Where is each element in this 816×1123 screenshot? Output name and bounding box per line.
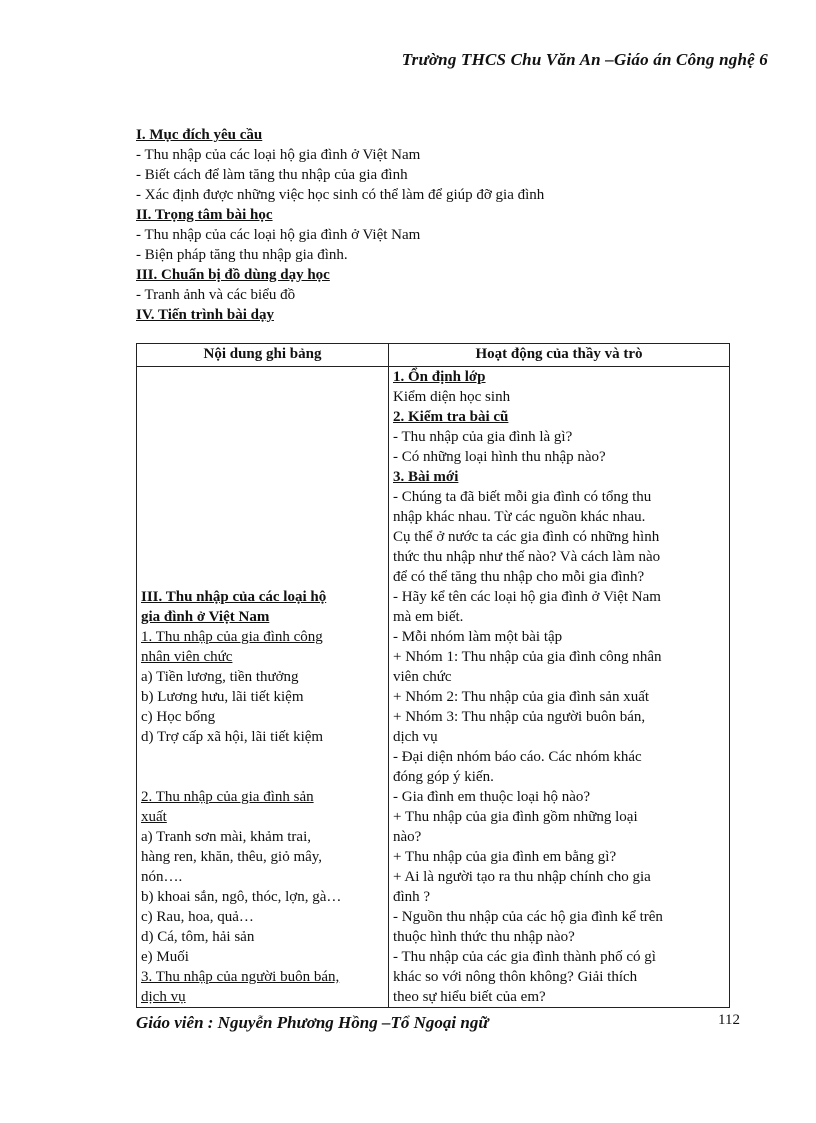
page-header: Trường THCS Chu Văn An –Giáo án Công nghệ 6: [401, 50, 768, 69]
list-item: c) Học bổng: [141, 709, 216, 725]
focus-item: - Thu nhập của các loại hộ gia đình ở Việt Nam: [136, 227, 421, 243]
materials-item: - Tranh ảnh và các biểu đồ: [136, 287, 296, 303]
activity-line: + Nhóm 3: Thu nhập của người buôn bán,: [393, 709, 646, 725]
activity-line: Cụ thể ở nước ta các gia đình có những hình: [393, 529, 660, 545]
activity-line: - Gia đình em thuộc loại hộ nào?: [393, 789, 591, 805]
header-board-content: Nội dung ghi bảng: [137, 344, 389, 367]
activity-line: - Thu nhập của gia đình là gì?: [393, 429, 573, 445]
page-number: 112: [718, 1012, 740, 1028]
list-item: e) Muối: [141, 949, 189, 965]
list-item: b) khoai sắn, ngô, thóc, lợn, gà…: [141, 889, 342, 905]
activity-line: - Nguồn thu nhập của các hộ gia đình kể trên: [393, 909, 663, 925]
topic-title: III. Thu nhập của các loại hộ: [141, 589, 327, 605]
step-3-title: 3. Bài mới: [393, 469, 459, 485]
activity-line: + Nhóm 2: Thu nhập của gia đình sản xuất: [393, 689, 650, 705]
objective-item: - Biết cách để làm tăng thu nhập của gia đình: [136, 167, 408, 183]
step-1-title: 1. Ổn định lớp: [393, 369, 486, 385]
activity-line: - Thu nhập của các gia đình thành phố có gì: [393, 949, 656, 965]
activity-line: - Mỗi nhóm làm một bài tập: [393, 629, 563, 645]
board-content-cell: [137, 367, 389, 1008]
section-title-materials: III. Chuẩn bị đồ dùng dạy học: [136, 267, 330, 283]
list-item: b) Lương hưu, lãi tiết kiệm: [141, 689, 304, 705]
focus-item: - Biện pháp tăng thu nhập gia đình.: [136, 247, 348, 263]
lesson-objectives: [136, 125, 756, 325]
activities-cell: [389, 367, 730, 1008]
list-item: d) Cá, tôm, hải sản: [141, 929, 255, 945]
objective-item: - Xác định được những việc học sinh có thể làm để giúp đỡ gia đình: [136, 187, 545, 203]
activity-line: thức thu nhập như thế nào? Và cách làm nào: [393, 549, 661, 565]
activity-line: + Nhóm 1: Thu nhập của gia đình công nhân: [393, 649, 662, 665]
activity-line: + Thu nhập của gia đình gồm những loại: [393, 809, 638, 825]
activity-line: mà em biết.: [393, 609, 464, 625]
list-item: a) Tranh sơn mài, khảm trai,: [141, 829, 311, 845]
activity-line: - Đại diện nhóm báo cáo. Các nhóm khác: [393, 749, 642, 765]
activity-line: thuộc hình thức thu nhập nào?: [393, 929, 575, 945]
activity-line: đóng góp ý kiến.: [393, 769, 494, 785]
step-2-title: 2. Kiểm tra bài cũ: [393, 409, 509, 425]
list-item: c) Rau, hoa, quả…: [141, 909, 254, 925]
section-title-procedure: IV. Tiến trình bài dạy: [136, 307, 274, 323]
subtopic-1-title-cont: nhân viên chức: [141, 649, 233, 665]
subtopic-3-title: 3. Thu nhập của người buôn bán,: [141, 969, 340, 985]
activity-line: - Có những loại hình thu nhập nào?: [393, 449, 606, 465]
lesson-table: [136, 343, 730, 1008]
activity-line: nhập khác nhau. Từ các nguồn khác nhau.: [393, 509, 646, 525]
list-item: a) Tiền lương, tiền thưởng: [141, 669, 299, 685]
subtopic-3-title-cont: dịch vụ: [141, 989, 186, 1005]
teacher-footer: Giáo viên : Nguyễn Phương Hồng –Tổ Ngoại ngữ: [136, 1013, 489, 1032]
table-row: [137, 367, 730, 1008]
activity-line: nào?: [393, 829, 422, 845]
header-activities: Hoạt động của thầy và trò: [389, 344, 730, 367]
topic-title-cont: gia đình ở Việt Nam: [141, 609, 270, 625]
activity-line: viên chức: [393, 669, 452, 685]
list-item: d) Trợ cấp xã hội, lãi tiết kiệm: [141, 729, 324, 745]
section-title-focus: II. Trọng tâm bài học: [136, 207, 273, 223]
activity-line: đình ?: [393, 889, 431, 905]
activity-line: - Hãy kể tên các loại hộ gia đình ở Việt Nam: [393, 589, 661, 605]
subtopic-2-title-cont: xuất: [141, 809, 167, 825]
activity-line: dịch vụ: [393, 729, 438, 745]
list-item: hàng ren, khăn, thêu, giỏ mây,: [141, 849, 323, 865]
activity-line: Kiểm diện học sinh: [393, 389, 511, 405]
activity-line: để có thể tăng thu nhập cho mỗi gia đình?: [393, 569, 645, 585]
activity-line: khác so với nông thôn không? Giải thích: [393, 969, 638, 985]
section-title-objectives: I. Mục đích yêu cầu: [136, 127, 263, 143]
table-header-row: [137, 344, 730, 367]
subtopic-2-title: 2. Thu nhập của gia đình sản: [141, 789, 314, 805]
activity-line: + Ai là người tạo ra thu nhập chính cho gia: [393, 869, 651, 885]
activity-line: + Thu nhập của gia đình em bằng gì?: [393, 849, 617, 865]
activity-line: - Chúng ta đã biết mỗi gia đình có tổng thu: [393, 489, 652, 505]
list-item: nón….: [141, 869, 183, 885]
activity-line: theo sự hiểu biết của em?: [393, 989, 546, 1005]
objective-item: - Thu nhập của các loại hộ gia đình ở Việt Nam: [136, 147, 421, 163]
subtopic-1-title: 1. Thu nhập của gia đình công: [141, 629, 323, 645]
